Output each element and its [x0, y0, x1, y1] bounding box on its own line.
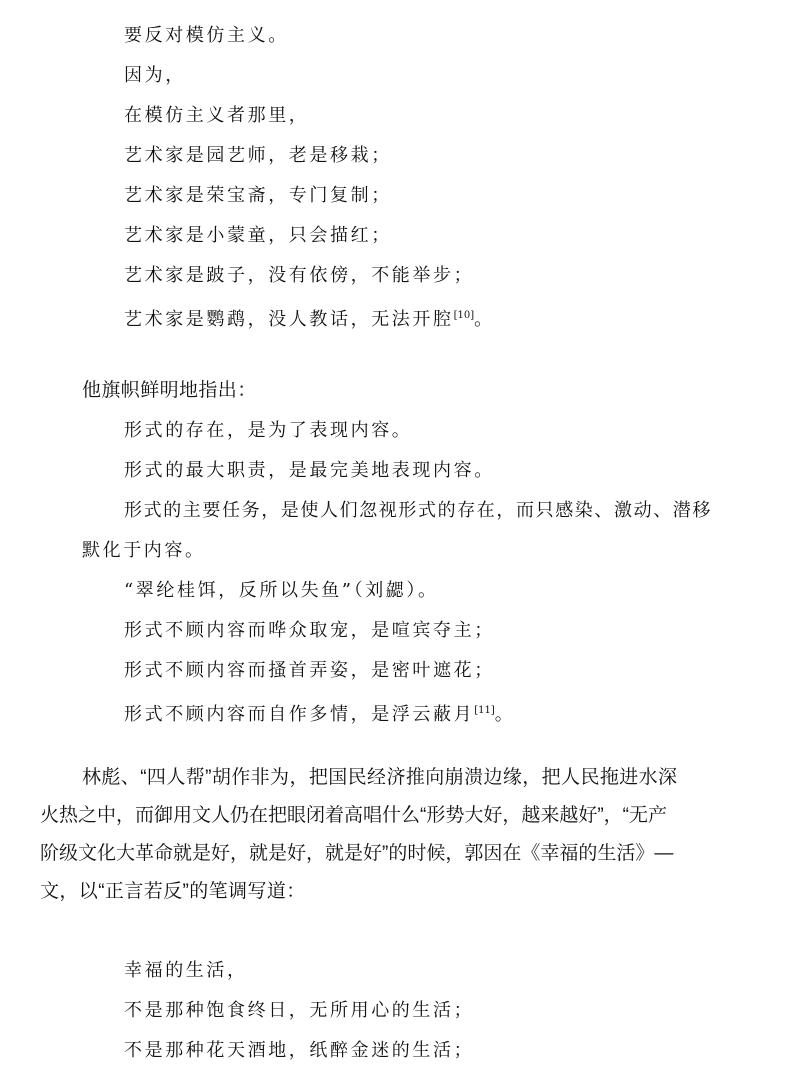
poem2-line-3: 形式的主要任务，是使人们忽视形式的存在，而只感染、激动、潜移 — [124, 500, 712, 521]
poem1-line-1: 要反对模仿主义。 — [124, 25, 289, 46]
poem2-line-1: 形式的存在，是为了表现内容。 — [124, 420, 413, 441]
poem2-line-5: “翠纶桂饵，反所以失鱼”（刘勰）。 — [124, 580, 439, 601]
poem2-line-8-end: 。 — [494, 704, 516, 725]
footnote-ref-10: [10] — [453, 310, 475, 321]
poem1-line-8 — [124, 300, 495, 336]
poem1-line-8-end: 。 — [474, 309, 495, 330]
poem3-line-2: 不是那种饱食终日，无所用心的生活； — [124, 1000, 475, 1021]
paragraph-line-2: 火热之中，而御用文人仍在把眼闭着高唱什么“形势大好，越来越好”，“无产 — [40, 805, 667, 826]
poem2-line-7: 形式不顾内容而搔首弄姿，是密叶遮花； — [124, 660, 495, 681]
poem1-line-5: 艺术家是荣宝斋，专门复制； — [124, 185, 392, 206]
poem1-line-6: 艺术家是小蒙童，只会描红； — [124, 225, 392, 246]
poem1-line-7: 艺术家是跛子，没有依傍，不能举步； — [124, 265, 475, 286]
footnote-ref-11: [11] — [474, 705, 495, 716]
poem3-line-3: 不是那种花天酒地，纸醉金迷的生活； — [124, 1040, 475, 1061]
poem2-line-4: 默化于内容。 — [82, 540, 206, 561]
poem2-line-6: 形式不顾内容而哗众取宠，是喧宾夺主； — [124, 620, 495, 641]
paragraph-line-3: 阶级文化大革命就是好，就是好，就是好”的时候，郭因在《幸福的生活》— — [40, 843, 674, 864]
poem2-line-8 — [124, 695, 515, 731]
intro-sentence: 他旗帜鲜明地指出： — [82, 380, 257, 401]
poem1-line-4: 艺术家是园艺师，老是移栽； — [124, 145, 392, 166]
poem3-line-1: 幸福的生活， — [124, 960, 248, 981]
paragraph-line-1: 林彪、“四人帮”胡作非为，把国民经济推向崩溃边缘，把人民拖进水深 — [82, 767, 678, 788]
poem1-line-2: 因为， — [124, 65, 186, 86]
poem2-line-8-text: 形式不顾内容而自作多情，是浮云蔽月 — [124, 704, 475, 725]
poem1-line-8-text: 艺术家是鹦鹉，没人教话，无法开腔 — [124, 309, 454, 330]
paragraph-line-4: 文，以“正言若反”的笔调写道： — [40, 881, 306, 902]
poem1-line-3: 在模仿主义者那里， — [124, 105, 310, 126]
poem2-line-2: 形式的最大职责，是最完美地表现内容。 — [124, 460, 495, 481]
